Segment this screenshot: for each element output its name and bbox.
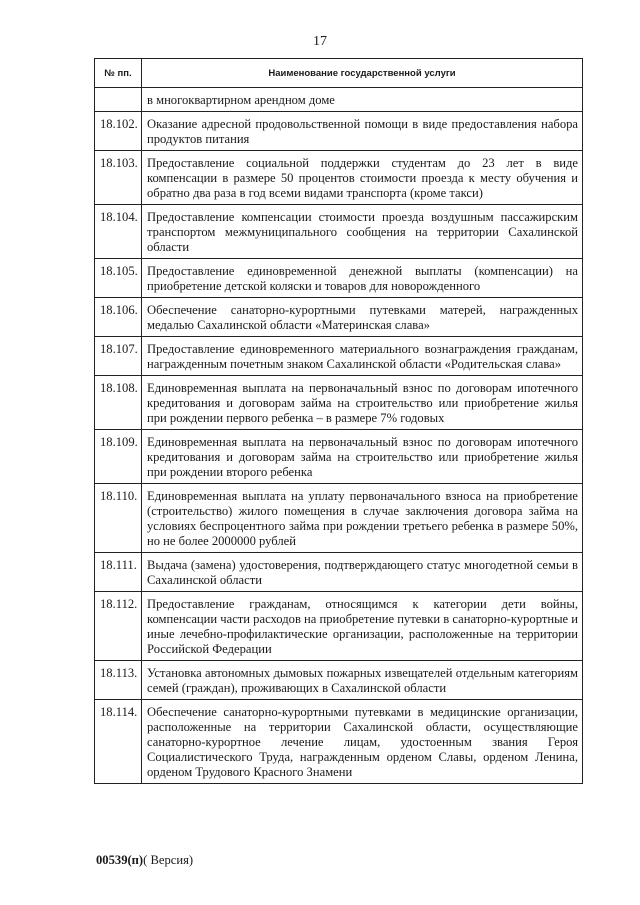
row-number: 18.108. <box>95 376 142 430</box>
service-name: Установка автономных дымовых пожарных извещателей отдельным категориям семей (граждан), проживающих в Сахалинской области <box>142 661 583 700</box>
table-row <box>95 484 583 553</box>
row-number: 18.110. <box>95 484 142 553</box>
row-number: 18.104. <box>95 205 142 259</box>
table-row <box>95 151 583 205</box>
service-name: Обеспечение санаторно-курортными путевками в медицинские организации, расположенные на территории Сахалинской области, осуществляющие санаторно-курортное лечение лицам, удостоенным звания Героя Социалистического Труда, награжденным орденом Славы, орденом Ленина, орденом Трудового Красного Знамени <box>142 700 583 784</box>
table-row <box>95 298 583 337</box>
table-row <box>95 337 583 376</box>
service-name: Оказание адресной продовольственной помощи в виде предоставления набора продуктов питания <box>142 112 583 151</box>
service-name: Обеспечение санаторно-курортными путевками матерей, награжденных медалью Сахалинской области «Материнская слава» <box>142 298 583 337</box>
row-number: 18.105. <box>95 259 142 298</box>
service-name: Предоставление социальной поддержки студентам до 23 лет в виде компенсации в размере 50 процентов стоимости проезда к месту обучения и обратно два раза в год всеми видами транспорта (кроме такси) <box>142 151 583 205</box>
services-table <box>94 58 583 784</box>
row-number: 18.109. <box>95 430 142 484</box>
column-header-number: № пп. <box>95 59 142 88</box>
table-row <box>95 205 583 259</box>
service-name: Предоставление единовременной денежной выплаты (компенсации) на приобретение детской коляски и товаров для новорожденного <box>142 259 583 298</box>
table-row <box>95 259 583 298</box>
row-number: 18.102. <box>95 112 142 151</box>
service-name: Предоставление гражданам, относящимся к категории дети войны, компенсации части расходов на приобретение путевки в санаторно-курортные и иные лечебно-профилактические организации, расположенные на территории Российской Федерации <box>142 592 583 661</box>
column-header-service-name: Наименование государственной услуги <box>142 59 583 88</box>
table-row <box>95 661 583 700</box>
service-name: в многоквартирном арендном доме <box>142 88 583 112</box>
service-name: Единовременная выплата на уплату первоначального взноса на приобретение (строительство) жилого помещения в случае заключения договора займа на условиях беспроцентного займа при рождении третьего ребенка в размере 50%, но не более 2000000 рублей <box>142 484 583 553</box>
document-code: 00539(п) <box>96 853 144 867</box>
table-row <box>95 592 583 661</box>
document-version: ( Версия) <box>143 853 194 867</box>
table-row <box>95 553 583 592</box>
document-footer <box>96 853 193 868</box>
table-row <box>95 112 583 151</box>
table-row <box>95 376 583 430</box>
service-name: Предоставление единовременного материального вознаграждения гражданам, награжденным почетным знаком Сахалинской области «Родительская слава» <box>142 337 583 376</box>
row-number: 18.114. <box>95 700 142 784</box>
service-name: Единовременная выплата на первоначальный взнос по договорам ипотечного кредитования и договорам займа на строительство или приобретение жилья при рождении второго ребенка <box>142 430 583 484</box>
row-number: 18.113. <box>95 661 142 700</box>
service-name: Предоставление компенсации стоимости проезда воздушным пассажирским транспортом межмуниципального сообщения на территории Сахалинской области <box>142 205 583 259</box>
row-number: 18.103. <box>95 151 142 205</box>
row-number: 18.107. <box>95 337 142 376</box>
table-row <box>95 700 583 784</box>
row-number: 18.106. <box>95 298 142 337</box>
service-name: Единовременная выплата на первоначальный взнос по договорам ипотечного кредитования и договорам займа на строительство или приобретение жилья при рождении первого ребенка – в размере 7% годовых <box>142 376 583 430</box>
page-number: 17 <box>313 34 327 49</box>
row-number: 18.111. <box>95 553 142 592</box>
row-number: 18.112. <box>95 592 142 661</box>
table-header-row <box>95 59 583 88</box>
service-name: Выдача (замена) удостоверения, подтверждающего статус многодетной семьи в Сахалинской области <box>142 553 583 592</box>
table-row <box>95 430 583 484</box>
table-row <box>95 88 583 112</box>
row-number <box>95 88 142 112</box>
